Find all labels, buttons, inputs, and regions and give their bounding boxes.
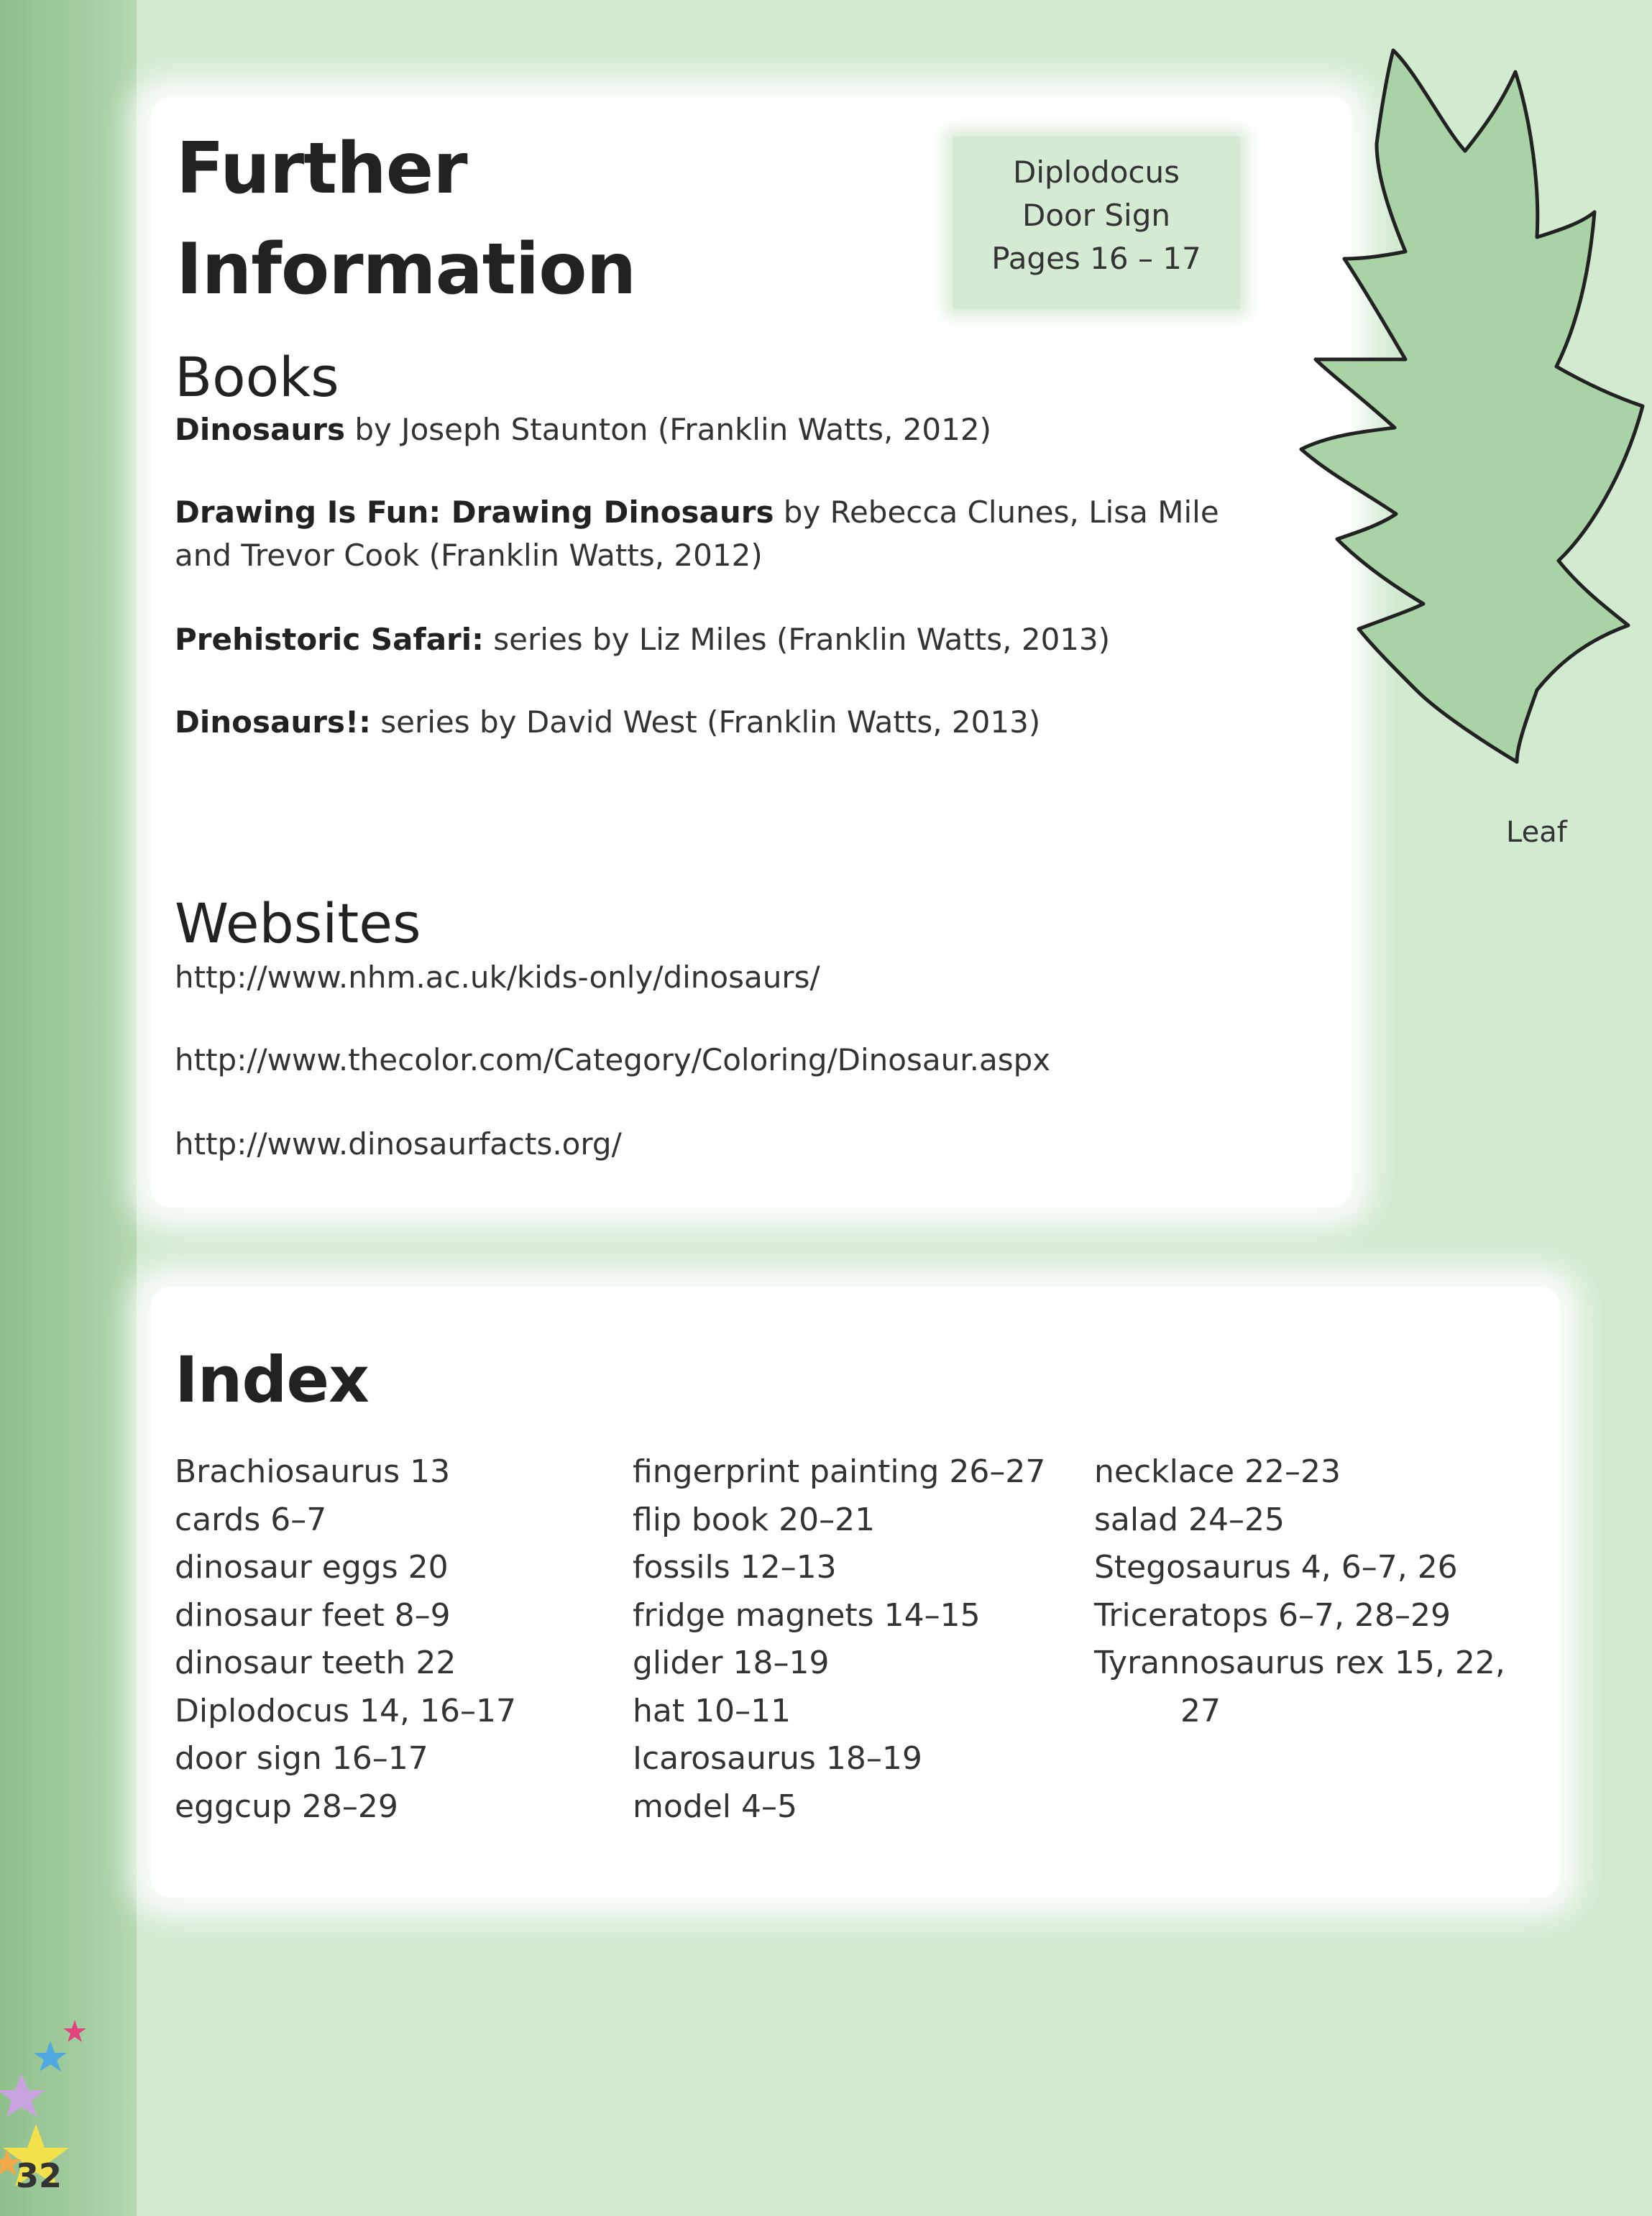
book-title: Dinosaurs bbox=[175, 412, 345, 447]
index-entry: fingerprint painting 26–27 bbox=[633, 1453, 1046, 1490]
index-entry: Tyrannosaurus rex 15, 22, bbox=[1094, 1645, 1505, 1681]
index-entry: dinosaur feet 8–9 bbox=[175, 1596, 451, 1634]
index-entry: fossils 12–13 bbox=[633, 1549, 837, 1586]
index-entry-continuation: 27 bbox=[1180, 1692, 1221, 1729]
index-entry: Triceratops 6–7, 28–29 bbox=[1094, 1596, 1451, 1634]
index-entry: hat 10–11 bbox=[633, 1692, 791, 1729]
template-caption-box bbox=[953, 137, 1240, 309]
index-entry: dinosaur eggs 20 bbox=[175, 1549, 449, 1586]
index-entry: Stegosaurus 4, 6–7, 26 bbox=[1094, 1549, 1458, 1586]
page-number: 32 bbox=[16, 2156, 63, 2195]
index-entry: cards 6–7 bbox=[175, 1501, 327, 1538]
index-entry: Icarosaurus 18–19 bbox=[633, 1740, 922, 1777]
index-entry: necklace 22–23 bbox=[1094, 1453, 1341, 1490]
index-column-2 bbox=[633, 1448, 1078, 1831]
index-entry: door sign 16–17 bbox=[175, 1740, 428, 1777]
website-link-2[interactable]: http://www.thecolor.com/Category/Coloring/Dinosaur.aspx bbox=[175, 1042, 1051, 1077]
caption-line-2: Door Sign bbox=[1022, 198, 1170, 233]
book-details: by Rebecca Clunes, Lisa Mile and Trevor Cook (Franklin Watts, 2012) bbox=[175, 495, 1219, 573]
pink-star-icon bbox=[63, 2020, 86, 2042]
book-title: Drawing Is Fun: Drawing Dinosaurs bbox=[175, 495, 774, 530]
book-details: series by David West (Franklin Watts, 2013) bbox=[370, 704, 1041, 740]
website-link-3[interactable]: http://www.dinosaurfacts.org/ bbox=[175, 1126, 622, 1162]
website-link-1[interactable]: http://www.nhm.ac.uk/kids-only/dinosaurs/ bbox=[175, 960, 820, 995]
book-details: series by Liz Miles (Franklin Watts, 2013) bbox=[483, 622, 1111, 657]
index-entry: Diplodocus 14, 16–17 bbox=[175, 1692, 516, 1729]
book-entry-2 bbox=[175, 491, 1275, 577]
index-column-3 bbox=[1094, 1448, 1554, 1735]
caption-line-1: Diplodocus bbox=[1013, 155, 1180, 190]
caption-line-3: Pages 16 – 17 bbox=[991, 241, 1201, 276]
leaf-shape bbox=[1301, 50, 1643, 762]
index-entry: model 4–5 bbox=[633, 1788, 797, 1825]
book-details: by Joseph Staunton (Franklin Watts, 2012) bbox=[344, 412, 991, 447]
index-entry: flip book 20–21 bbox=[633, 1501, 876, 1538]
page-title-line-1: Further bbox=[176, 128, 467, 210]
websites-heading: Websites bbox=[175, 891, 421, 955]
purple-star-icon bbox=[0, 2074, 45, 2117]
book-entry-3 bbox=[175, 618, 1296, 661]
index-entry: salad 24–25 bbox=[1094, 1501, 1285, 1538]
index-entry: dinosaur teeth 22 bbox=[175, 1645, 456, 1681]
index-entry: eggcup 28–29 bbox=[175, 1788, 398, 1825]
books-heading: Books bbox=[175, 345, 339, 409]
index-entry: fridge magnets 14–15 bbox=[633, 1596, 981, 1634]
book-entry-4 bbox=[175, 701, 1296, 744]
leaf-label: Leaf bbox=[1506, 816, 1567, 849]
book-entry-1 bbox=[175, 408, 1296, 451]
book-title: Dinosaurs!: bbox=[175, 704, 371, 740]
leaf-template-icon bbox=[1272, 43, 1652, 769]
blue-star-icon bbox=[34, 2041, 67, 2072]
left-margin-strip bbox=[0, 0, 137, 2216]
index-column-1 bbox=[175, 1448, 606, 1831]
index-entry: glider 18–19 bbox=[633, 1645, 830, 1681]
page-title-line-2: Information bbox=[176, 229, 636, 311]
book-title: Prehistoric Safari: bbox=[175, 622, 484, 657]
page-title bbox=[176, 119, 635, 320]
index-heading: Index bbox=[175, 1343, 369, 1417]
index-entry: Brachiosaurus 13 bbox=[175, 1453, 451, 1490]
